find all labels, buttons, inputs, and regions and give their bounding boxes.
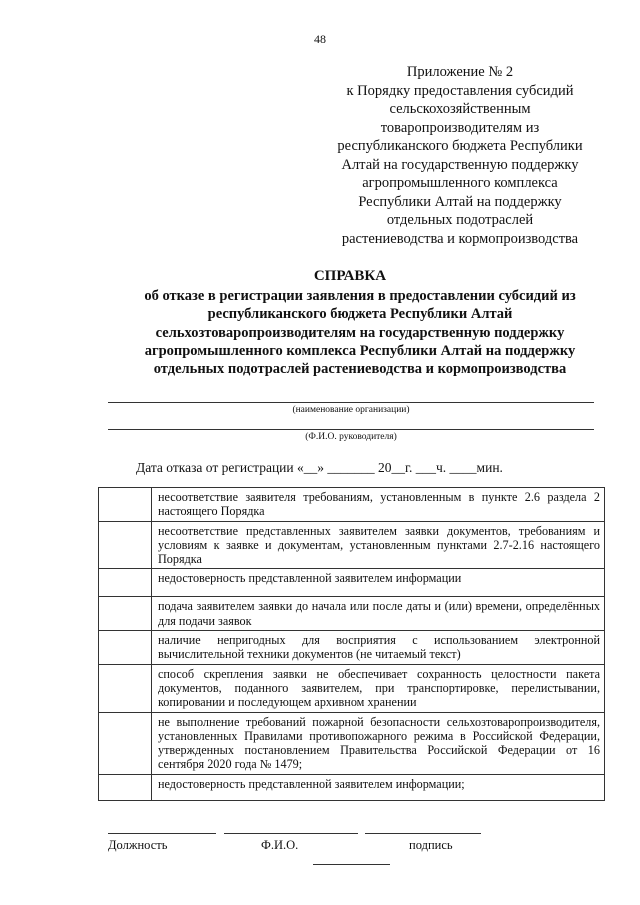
- appendix-line: отдельных подотраслей: [386, 212, 534, 228]
- reason-text: недостоверность представленной заявителем информации;: [152, 774, 605, 800]
- subtitle-line: сельхозтоваропроизводителям на государственную поддержку: [155, 324, 565, 341]
- reason-row: [99, 664, 605, 712]
- subtitle-line: республиканского бюджета Республики Алтай: [207, 306, 513, 323]
- reason-checkbox-cell[interactable]: [99, 712, 152, 774]
- reason-text: несоответствие представленных заявителем заявки документов, требованиям и условиям к заявке и документам, установленным пунктами 2.7-2.16 настоящего Порядка: [152, 521, 605, 569]
- reason-row: [99, 597, 605, 631]
- reason-text: подача заявителем заявки до начала или после даты и (или) времени, определённых для подачи заявок: [152, 597, 605, 631]
- reason-row: [99, 774, 605, 800]
- position-label: Должность: [108, 838, 168, 852]
- appendix-line: Республики Алтай на поддержку: [358, 193, 562, 210]
- document-title: СПРАВКА: [313, 268, 387, 284]
- signature-label: подпись: [409, 838, 453, 852]
- appendix-line: товаропроизводителям из: [380, 119, 540, 136]
- reason-checkbox-cell[interactable]: [99, 521, 152, 569]
- name-sign-line: [224, 833, 358, 834]
- page-number: 48: [314, 32, 326, 46]
- position-sign-line: [108, 833, 216, 834]
- reason-checkbox-cell[interactable]: [99, 597, 152, 631]
- appendix-line: Алтай на государственную поддержку: [341, 156, 579, 173]
- reason-row: [99, 569, 605, 597]
- appendix-line: к Порядку предоставления субсидий: [346, 82, 574, 99]
- name-label: Ф.И.О.: [261, 838, 299, 852]
- appendix-header: [330, 63, 590, 248]
- reason-checkbox-cell[interactable]: [99, 569, 152, 597]
- refusal-date-line: Дата отказа от регистрации «__» _______ 20__г. ___ч. ____мин.: [136, 460, 503, 475]
- reason-row: [99, 521, 605, 569]
- appendix-line: агропромышленного комплекса: [362, 175, 558, 191]
- reason-checkbox-cell[interactable]: [99, 488, 152, 522]
- subtitle-line: об отказе в регистрации заявления в предоставлении субсидий из: [144, 288, 576, 304]
- reason-text: несоответствие заявителя требованиям, установленным в пункте 2.6 раздела 2 настоящего Порядка: [152, 488, 605, 522]
- reason-row: [99, 631, 605, 665]
- reason-text: наличие непригодных для восприятия с использованием электронной вычислительной техники документов (не читаемый текст): [152, 631, 605, 665]
- reason-row: [99, 488, 605, 522]
- appendix-line: республиканского бюджета Республики: [337, 138, 583, 154]
- document-subtitle: [100, 287, 620, 378]
- refusal-reasons-table: [98, 487, 605, 801]
- reason-checkbox-cell[interactable]: [99, 664, 152, 712]
- organization-fill-line: [108, 402, 594, 403]
- head-caption: (Ф.И.О. руководителя): [305, 432, 397, 442]
- reason-text: способ скрепления заявки не обеспечивает сохранность целостности пакета документов, поданного заявителем, при транспортировке, перелистывании, копировании и последующем архивном хранении: [152, 664, 605, 712]
- appendix-line: Приложение № 2: [406, 64, 514, 80]
- organization-caption: (наименование организации): [292, 405, 410, 415]
- signature-sign-line: [365, 833, 481, 834]
- subtitle-line: отдельных подотраслей растениеводства и кормопроизводства: [153, 361, 567, 378]
- appendix-line: растениеводства и кормопроизводства: [341, 230, 579, 247]
- subtitle-line: агропромышленного комплекса Республики Алтай на поддержку: [144, 342, 576, 359]
- bottom-short-line: [313, 864, 390, 865]
- reason-checkbox-cell[interactable]: [99, 774, 152, 800]
- reason-text: недостоверность представленной заявителем информации: [152, 569, 605, 597]
- reason-checkbox-cell[interactable]: [99, 631, 152, 665]
- head-fill-line: [108, 429, 594, 430]
- reason-text: не выполнение требований пожарной безопасности сельхозтоваропроизводителя, установленных Правилами противопожарного режима в Российской Федерации, утвержденных постановлением Правительства Российской Федерации от 16 сентября 2020 года № 1479;: [152, 712, 605, 774]
- appendix-line: сельскохозяйственным: [389, 101, 531, 117]
- reason-row: [99, 712, 605, 774]
